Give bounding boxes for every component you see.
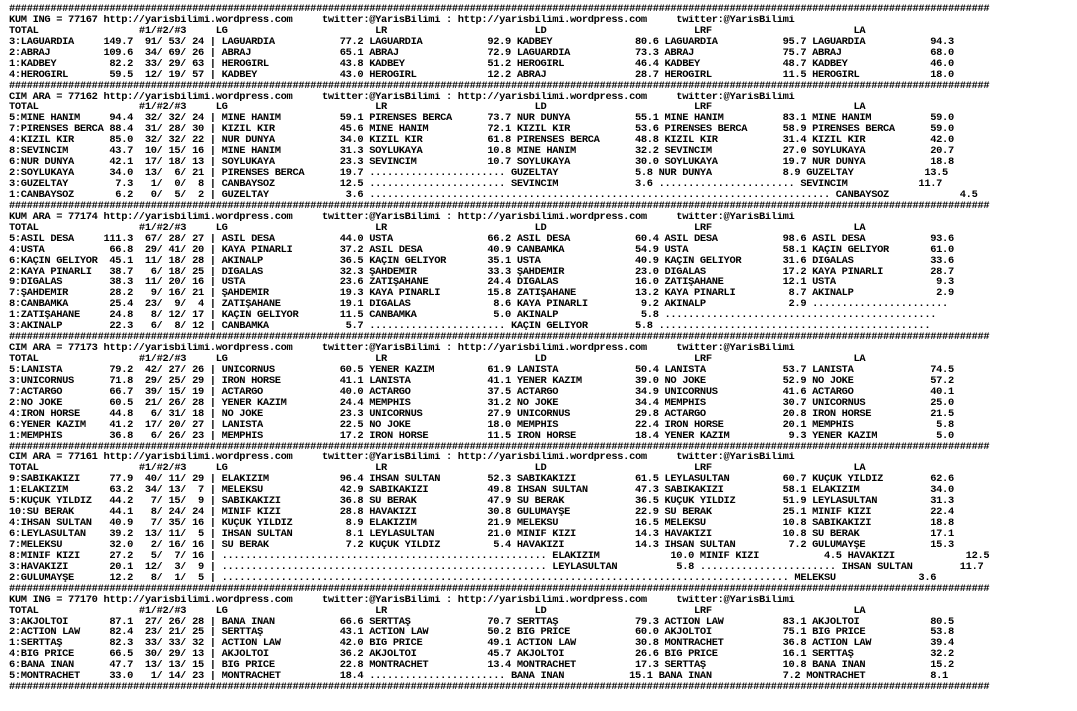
report-line: TOTAL #1/#2/#3 LG LR LD LRF LA [9,354,866,365]
report-line: 4:KIZIL KIR 85.0 32/ 32/ 22 | NUR DÜNYA 34.0 KIZIL KIR 61.8 PİRENSES BERCA 48.8 KIZIL KIR 31.4 KIZIL KIR 42.0 [9,135,954,147]
report-line: 8:MİNİF KIZI 27.2 5/ 7/ 16 | ....................................................... ELAKIZIM 10.0 MİNİF KIZI 4.5 HAVAKIZI 12.5 [9,550,990,562]
report-line: 4:BIG PRICE 66.5 30/ 29/ 13 | AKJOLTOI 36.2 AKJOLTOI 45.7 AKJOLTOI 26.6 BIG PRICE 16.1 SERTTAŞ 32.2 [9,649,954,661]
report-line: CIM ARA = 77173 http://yarisbilimi.wordpress.com twitter:@YarisBilimi : http://yarisbilimi.wordpress.com twitter:@YarisBilimi [9,343,795,354]
report-line: 2:ACTION LAW 82.4 23/ 21/ 25 | SERTTAŞ 43.1 ACTION LAW 50.2 BIG PRICE 60.0 AKJOLTOI 75.1 BIG PRICE 53.8 [9,627,954,639]
report-line: 1:ZATİŞAHANE 24.8 8/ 12/ 17 | KAÇIN GELİYOR 11.5 CANBAMKA 5.0 AKINALP 5.8 .............................................. [9,310,937,322]
report-line: 7:PİRENSES BERCA 88.4 31/ 28/ 30 | KIZIL KIR 45.6 MİNE HANIM 72.1 KIZIL KIR 53.6 PİRENSES BERCA 58.9 PİRENSES BERCA 59.0 [9,124,954,136]
report-line: 5:MONTRACHET 33.0 1/ 14/ 23 | MONTRACHET 18.4 ....................... BANA İNAN 15.1 BANA İNAN 7.2 MONTRACHET 8.1 [9,671,948,683]
report-line: ###################################################################################################################################################################### [9,332,990,344]
report-line: KUM ARA = 77174 http://yarisbilimi.wordpress.com twitter:@YarisBilimi : http://yarisbilimi.wordpress.com twitter:@YarisBilimi [9,211,795,223]
report-line: 8:SEVİNCİM 43.7 10/ 15/ 16 | MİNE HANIM 31.3 SOYLUKAYA 10.8 MİNE HANIM 32.2 SEVİNCİM 27.0 SOYLUKAYA 20.7 [9,146,954,158]
report-line: 1:CANBAYSÖZ 6.2 0/ 5/ 2 | GÜZELTAY 3.6 .............................................................................. CANBAYSÖZ 4.5 [9,189,978,201]
report-line: 6:YENER KAZIM 41.2 17/ 20/ 27 | LANISTA 22.5 NO JOKE 18.0 MEMPHIS 22.4 IRON HORSE 20.1 MEMPHIS 5.8 [9,419,954,431]
report-line: KUM ING = 77167 http://yarisbilimi.wordpress.com twitter:@YarisBilimi : http://yarisbilimi.wordpress.com twitter:@YarisBilimi [9,14,795,26]
report-line: 5:ASİL DESA 111.3 67/ 28/ 27 | ASİL DESA 44.0 USTA 66.2 ASİL DESA 60.4 ASİL DESA 98.6 ASİL DESA 93.6 [9,233,954,245]
report-line: TOTAL #1/#2/#3 LG LR LD LRF LA [9,463,866,475]
report-line: 1:ELAKIZIM 63.2 34/ 13/ 7 | MELEKSU 42.9 SABIKAKIZI 49.8 İHSAN SULTAN 47.3 SABIKAKIZI 58.1 ELAKIZIM 34.0 [9,485,954,497]
report-line: ###################################################################################################################################################################### [9,441,990,453]
report-line: ###################################################################################################################################################################### [9,4,990,15]
report-line: 7:ŞAHDEMİR 28.2 9/ 16/ 21 | ŞAHDEMİR 19.3 KAYA PINARLI 15.8 ZATİŞAHANE 13.2 KAYA PINARLI 8.7 AKINALP 2.9 [9,288,954,300]
report-line: 2:ABRAJ 109.6 34/ 69/ 26 | ABRAJ 65.1 ABRAJ 72.9 LAGUARDIA 73.3 ABRAJ 75.7 ABRAJ 68.0 [9,47,954,59]
report-line: 7:MELEKSU 32.0 2/ 16/ 16 | SU BERAK 7.2 KÜÇÜK YILDIZ 5.4 HAVAKIZI 14.3 İHSAN SULTAN 7.2 GÜLÜMAYŞE 15.3 [9,539,954,551]
report-line: KUM ING = 77170 http://yarisbilimi.wordpress.com twitter:@YarisBilimi : http://yarisbilimi.wordpress.com twitter:@YarisBilimi [9,594,795,606]
report-line: 1:MEMPHIS 36.8 6/ 26/ 23 | MEMPHIS 17.2 IRON HORSE 11.5 IRON HORSE 18.4 YENER KAZIM 9.3 YENER KAZIM 5.0 [9,430,954,442]
report-line: 8:CANBAMKA 25.4 23/ 9/ 4 | ZATİŞAHANE 19.1 DİGALAS 8.6 KAYA PINARLI 9.2 AKINALP 2.9 ....................... [9,299,948,311]
report-line: 9:DİGALAS 38.3 11/ 20/ 16 | USTA 23.6 ZATİŞAHANE 24.4 DİGALAS 16.0 ZATİŞAHANE 12.1 USTA 9.3 [9,277,954,289]
report-line: 6:BANA İNAN 47.7 13/ 13/ 15 | BIG PRICE 22.8 MONTRACHET 13.4 MONTRACHET 17.3 SERTTAŞ 10.8 BANA İNAN 15.2 [9,660,954,672]
report-line: 6:LEYLASULTAN 39.2 13/ 11/ 5 | İHSAN SULTAN 8.1 LEYLASULTAN 21.0 MİNİF KIZI 14.3 HAVAKIZI 10.8 SU BERAK 17.1 [9,529,954,540]
report-line: TOTAL #1/#2/#3 LG LR LD LRF LA [9,605,866,617]
report-line: 3:AKINALP 22.3 6/ 8/ 12 | CANBAMKA 5.7 ....................... KAÇIN GELİYOR 5.8 .............................................. [9,321,931,333]
report-line: 7:ACTARGO 66.7 39/ 15/ 19 | ACTARGO 40.0 ACTARGO 37.5 ACTARGO 34.9 UNICORNUS 41.6 ACTARGO 40.1 [9,386,954,398]
report-line: 5:MİNE HANIM 94.4 32/ 32/ 24 | MİNE HANIM 59.1 PİRENSES BERCA 73.7 NUR DÜNYA 55.1 MİNE HANIM 83.1 MİNE HANIM 59.0 [9,113,954,125]
report-line: 3:LAGUARDIA 149.7 91/ 53/ 24 | LAGUARDIA 77.2 LAGUARDIA 92.9 KADBEY 80.6 LAGUARDIA 95.7 LAGUARDIA 94.3 [9,36,954,48]
report-line: 3:AKJOLTOI 87.1 27/ 26/ 28 | BANA İNAN 66.6 SERTTAŞ 70.7 SERTTAŞ 79.3 ACTION LAW 83.1 AKJOLTOI 80.5 [9,616,954,628]
report-line: 2:KAYA PINARLI 38.7 6/ 18/ 25 | DİGALAS 32.3 ŞAHDEMİR 33.3 ŞAHDEMİR 23.0 DİGALAS 17.2 KAYA PINARLI 28.7 [9,266,954,278]
report-line: 4:USTA 66.8 29/ 41/ 20 | KAYA PINARLI 37.2 ASİL DESA 40.9 CANBAMKA 54.9 USTA 58.1 KAÇIN GELİYOR 61.0 [9,244,954,256]
report-line: 2:SOYLUKAYA 34.0 13/ 6/ 21 | PİRENSES BERCA 19.7 ....................... GÜZELTAY 5.8 NUR DÜNYA 8.9 GÜZELTAY 13.5 [9,168,948,179]
report-line: TOTAL #1/#2/#3 LG LR LD LRF LA [9,222,866,234]
report-line: 1:SERTTAŞ 82.3 33/ 33/ 32 | ACTION LAW 42.0 BIG PRICE 49.1 ACTION LAW 30.8 MONTRACHET 36.8 ACTION LAW 39.4 [9,638,954,650]
report-line: TOTAL #1/#2/#3 LG LR LD LRF LA [9,102,866,114]
report-line: 1:KADBEY 82.2 33/ 29/ 63 | HEROGIRL 43.8 KADBEY 51.2 HEROGIRL 46.4 KADBEY 48.7 KADBEY 46.0 [9,58,954,70]
report-line: 2:GÜLÜMAYŞE 12.2 8/ 1/ 5 | ................................................................................................ MELEKSU 3.6 [9,572,937,584]
report-line: 4:IRON HORSE 44.8 6/ 31/ 18 | NO JOKE 23.3 UNICORNUS 27.9 UNICORNUS 29.8 ACTARGO 20.8 IRON HORSE 21.5 [9,408,954,420]
report-line: CIM ARA = 77161 http://yarisbilimi.wordpress.com twitter:@YarisBilimi : http://yarisbilimi.wordpress.com twitter:@YarisBilimi [9,452,795,464]
report-line: ###################################################################################################################################################################### [9,682,990,694]
report-line: CIM ARA = 77162 http://yarisbilimi.wordpress.com twitter:@YarisBilimi : http://yarisbilimi.wordpress.com twitter:@YarisBilimi [9,91,795,103]
report-line: 6:KAÇIN GELİYOR 45.1 11/ 18/ 28 | AKINALP 36.5 KAÇIN GELİYOR 35.1 USTA 40.9 KAÇIN GELİYOR 31.6 DİGALAS 33.6 [9,255,954,267]
report-line: 4:İHSAN SULTAN 40.9 7/ 35/ 16 | KÜÇÜK YILDIZ 8.9 ELAKIZIM 21.9 MELEKSU 16.5 MELEKSU 10.8 SABIKAKIZI 18.8 [9,518,954,529]
report-line: 6:NUR DÜNYA 42.1 17/ 18/ 13 | SOYLUKAYA 23.3 SEVİNCİM 10.7 SOYLUKAYA 30.0 SOYLUKAYA 19.7 NUR DÜNYA 18.8 [9,157,954,169]
report-line: 3:GÜZELTAY 7.3 1/ 0/ 8 | CANBAYSÖZ 12.5 ....................... SEVİNCİM 3.6 ....................... SEVİNCİM 11.7 [9,179,943,190]
report-line: 2:NO JOKE 60.5 21/ 26/ 28 | YENER KAZIM 24.4 MEMPHIS 31.2 NO JOKE 34.4 MEMPHIS 30.7 UNICORNUS 25.0 [9,397,954,409]
report-line: 4:HEROGIRL 59.5 12/ 19/ 57 | KADBEY 43.0 HEROGIRL 12.2 ABRAJ 28.7 HEROGIRL 11.5 HEROGIRL 18.0 [9,69,954,81]
report-line: 3:HAVAKIZI 20.1 12/ 3/ 9 | ....................................................... LEYLASULTAN 5.8 ....................... İHSAN SULTAN 11.7 [9,561,984,573]
report-line: 5:LANISTA 79.2 42/ 27/ 26 | UNICORNUS 60.5 YENER KAZIM 61.9 LANISTA 50.4 LANISTA 53.7 LANISTA 74.5 [9,364,954,376]
report-line: 3:UNICORNUS 71.8 29/ 25/ 29 | IRON HORSE 41.1 LANISTA 41.1 YENER KAZIM 39.0 NO JOKE 52.9 NO JOKE 57.2 [9,375,954,387]
report-line: 5:KÜÇÜK YILDIZ 44.2 7/ 15/ 9 | SABIKAKIZI 36.8 SU BERAK 47.9 SU BERAK 36.5 KÜÇÜK YILDIZ 51.9 LEYLASULTAN 31.3 [9,496,954,508]
report-line: 9:SABIKAKIZI 77.9 40/ 11/ 29 | ELAKIZIM 96.4 İHSAN SULTAN 52.3 SABIKAKIZI 61.5 LEYLASULTAN 60.7 KÜÇÜK YILDIZ 62.6 [9,474,954,486]
report-line: ###################################################################################################################################################################### [9,200,990,212]
report-line: ###################################################################################################################################################################### [9,80,990,92]
report-line: ###################################################################################################################################################################### [9,583,990,595]
report-line: TOTAL #1/#2/#3 LG LR LD LRF LA [9,25,866,37]
report-line: 10:SU BERAK 44.1 8/ 24/ 24 | MİNİF KIZI 28.8 HAVAKIZI 30.8 GÜLÜMAYŞE 22.9 SU BERAK 25.1 MİNİF KIZI 22.4 [9,507,954,519]
